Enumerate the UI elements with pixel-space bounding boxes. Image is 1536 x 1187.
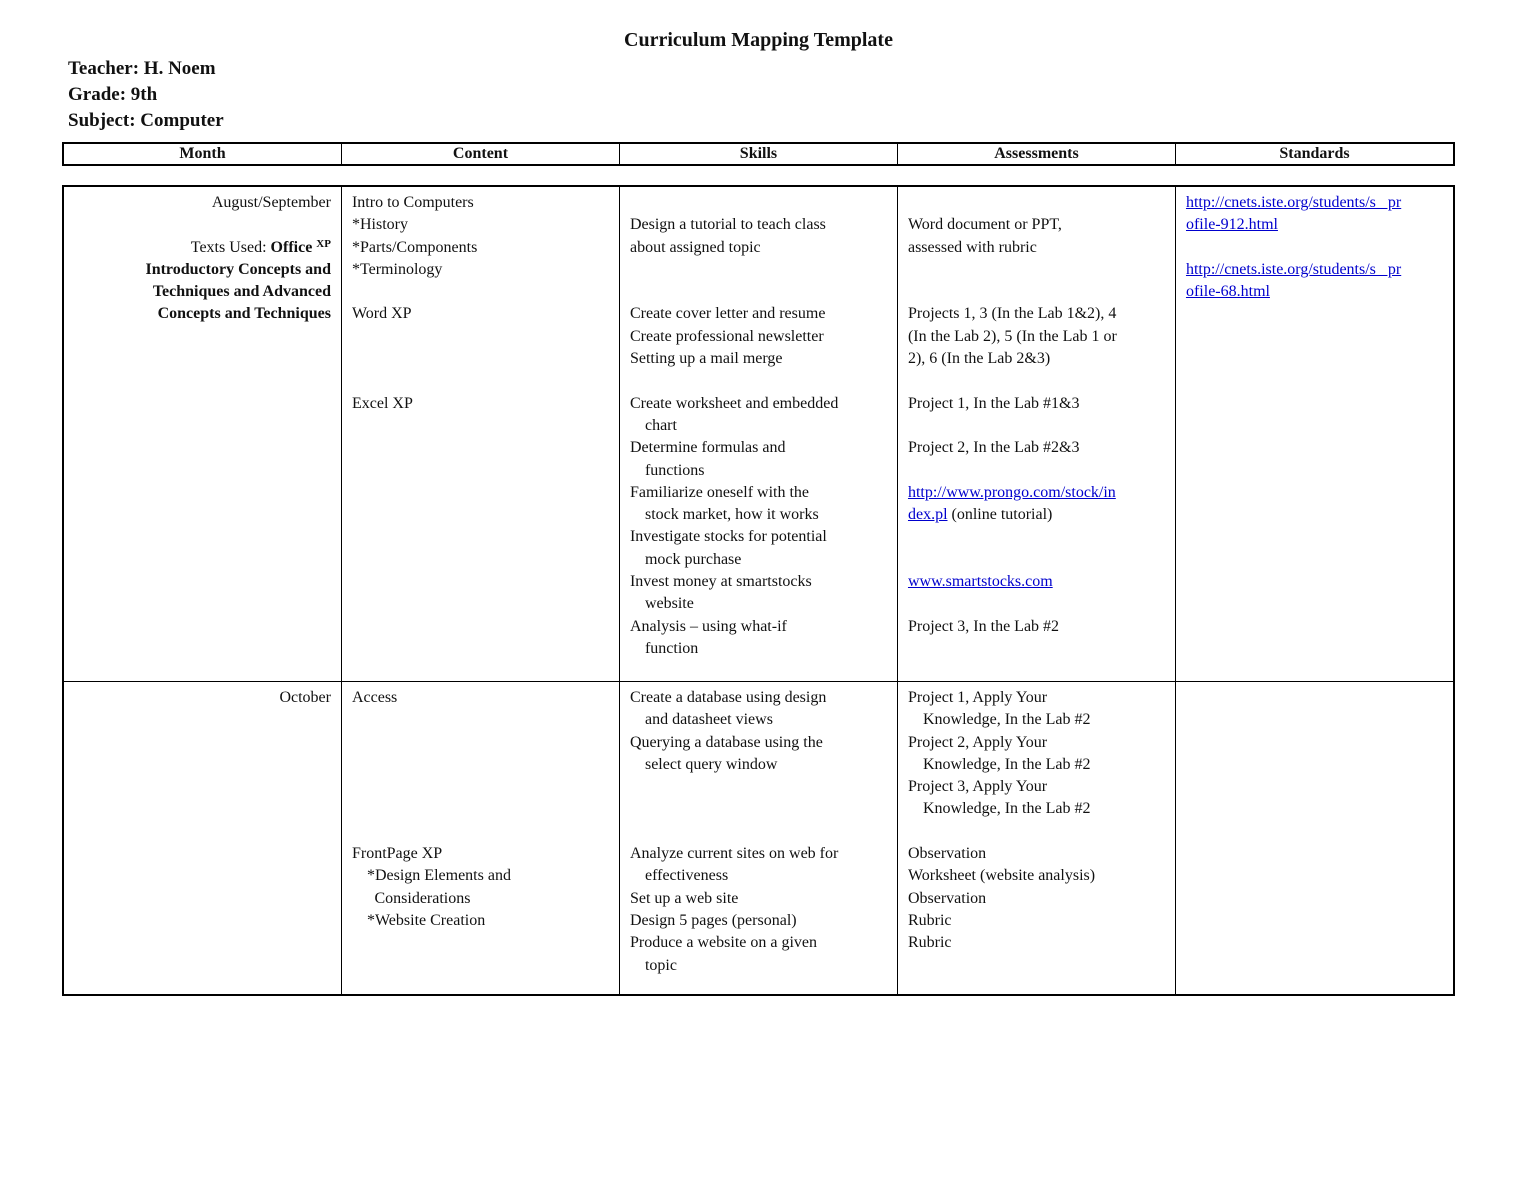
header-month: Month xyxy=(63,143,341,165)
text-line xyxy=(352,821,609,843)
text-segment: Determine formulas and xyxy=(629,439,786,457)
text-segment: Knowledge, In the Lab #2 xyxy=(922,800,1091,818)
text-segment: Project 3, Apply Your xyxy=(907,778,1048,796)
text-line xyxy=(630,955,887,977)
header-assessments: Assessments xyxy=(897,143,1175,165)
text-line xyxy=(74,281,331,303)
cell-month-1 xyxy=(63,186,341,682)
text-line xyxy=(908,460,1165,482)
text-segment: chart xyxy=(644,416,677,434)
text-line xyxy=(74,687,331,709)
cell-standards-1 xyxy=(1175,186,1454,682)
text-segment: effectiveness xyxy=(644,867,729,885)
text-line xyxy=(352,326,609,348)
text-line xyxy=(908,932,1165,954)
text-segment: stock market, how it works xyxy=(644,506,819,524)
text-segment: Concepts and Techniques xyxy=(157,305,331,323)
table-row-august-september xyxy=(63,186,1454,682)
text-line xyxy=(74,259,331,281)
text-line xyxy=(352,843,609,865)
text-line xyxy=(908,821,1165,843)
text-line xyxy=(908,865,1165,887)
text-line xyxy=(908,192,1165,214)
text-segment: Create worksheet and embedded xyxy=(629,394,839,412)
text-line xyxy=(630,616,887,638)
text-line xyxy=(630,549,887,571)
cell-standards-2 xyxy=(1175,682,1454,996)
text-segment: *Parts/Components xyxy=(351,238,478,256)
text-segment: *History xyxy=(351,216,408,234)
text-line xyxy=(352,192,609,214)
text-segment: Project 2, In the Lab #2&3 xyxy=(907,439,1080,457)
text-line xyxy=(352,237,609,259)
text-line xyxy=(908,482,1165,504)
text-line xyxy=(630,843,887,865)
hyperlink[interactable]: www.smartstocks.com xyxy=(907,573,1053,591)
text-line xyxy=(1186,237,1443,259)
text-line xyxy=(630,326,887,348)
text-line xyxy=(908,504,1165,526)
text-line xyxy=(352,281,609,303)
text-line xyxy=(630,593,887,615)
text-line xyxy=(352,910,609,932)
text-line xyxy=(908,370,1165,392)
text-line xyxy=(1186,214,1443,236)
text-line xyxy=(352,776,609,798)
header-skills: Skills xyxy=(619,143,897,165)
text-segment: Considerations xyxy=(374,889,471,907)
header-standards: Standards xyxy=(1175,143,1454,165)
text-segment: Create cover letter and resume xyxy=(629,305,826,323)
hyperlink[interactable]: ofile-68.html xyxy=(1185,283,1270,301)
header-content: Content xyxy=(341,143,619,165)
text-line xyxy=(630,281,887,303)
text-segment: Create professional newsletter xyxy=(629,327,824,345)
text-line xyxy=(908,281,1165,303)
text-line xyxy=(908,259,1165,281)
text-segment: Knowledge, In the Lab #2 xyxy=(922,711,1091,729)
text-line xyxy=(630,415,887,437)
text-line xyxy=(908,326,1165,348)
text-line xyxy=(352,393,609,415)
text-line xyxy=(630,776,887,798)
text-line xyxy=(630,259,887,281)
text-segment: Intro to Computers xyxy=(351,194,474,211)
meta-block xyxy=(68,56,1536,134)
text-line xyxy=(908,415,1165,437)
text-line xyxy=(908,303,1165,325)
text-segment: Investigate stocks for potential xyxy=(629,528,827,546)
hyperlink[interactable]: dex.pl xyxy=(907,506,948,524)
text-line xyxy=(908,910,1165,932)
text-line xyxy=(908,549,1165,571)
text-segment: Setting up a mail merge xyxy=(629,350,783,368)
text-line xyxy=(630,393,887,415)
curriculum-table xyxy=(62,185,1455,996)
text-line xyxy=(630,932,887,954)
text-line xyxy=(630,798,887,820)
text-segment: *Terminology xyxy=(351,260,443,278)
text-line xyxy=(630,732,887,754)
text-segment: Observation xyxy=(907,889,987,907)
column-header-table xyxy=(62,142,1455,166)
grade-line: Grade: 9th xyxy=(68,84,158,105)
text-line xyxy=(630,303,887,325)
text-line xyxy=(74,214,331,236)
text-segment: Projects 1, 3 (In the Lab 1&2), 4 xyxy=(907,305,1117,323)
text-line xyxy=(630,460,887,482)
text-segment: assessed with rubric xyxy=(907,238,1037,256)
text-segment: (In the Lab 2), 5 (In the Lab 1 or xyxy=(907,327,1117,345)
text-segment: Word document or PPT, xyxy=(907,216,1062,234)
text-line xyxy=(74,303,331,325)
text-line xyxy=(908,687,1165,709)
table-row-october xyxy=(63,682,1454,996)
text-segment: Access xyxy=(351,689,398,706)
text-line xyxy=(908,732,1165,754)
cell-content-2 xyxy=(341,682,619,996)
text-line xyxy=(630,910,887,932)
text-segment: Texts Used: xyxy=(190,238,271,256)
text-line xyxy=(908,798,1165,820)
text-line xyxy=(352,687,609,709)
text-line xyxy=(1186,192,1443,214)
text-segment: Querying a database using the xyxy=(629,733,823,751)
text-segment: Produce a website on a given xyxy=(629,934,818,952)
header-row xyxy=(63,143,1454,165)
text-segment: Office xyxy=(270,238,313,256)
text-segment: October xyxy=(279,689,331,706)
cell-assessments-1 xyxy=(897,186,1175,682)
cell-month-2 xyxy=(63,682,341,996)
text-line xyxy=(74,192,331,214)
text-line xyxy=(630,348,887,370)
text-segment: select query window xyxy=(644,755,778,773)
text-line xyxy=(352,888,609,910)
text-segment: Project 2, Apply Your xyxy=(907,733,1048,751)
text-segment: website xyxy=(644,595,694,613)
cell-content-1 xyxy=(341,186,619,682)
text-line xyxy=(630,370,887,392)
text-line xyxy=(352,348,609,370)
text-line xyxy=(630,237,887,259)
text-line xyxy=(630,888,887,910)
text-line xyxy=(630,687,887,709)
text-line xyxy=(630,754,887,776)
text-line xyxy=(908,593,1165,615)
text-line xyxy=(630,482,887,504)
text-segment: Design a tutorial to teach class xyxy=(629,216,826,234)
text-segment: Analysis – using what-if xyxy=(629,617,787,635)
text-segment: 2), 6 (In the Lab 2&3) xyxy=(907,350,1051,368)
text-line xyxy=(630,865,887,887)
text-line xyxy=(630,709,887,731)
text-segment: Set up a web site xyxy=(629,889,739,907)
text-line xyxy=(630,821,887,843)
text-segment: Familiarize oneself with the xyxy=(629,483,810,501)
cell-assessments-2 xyxy=(897,682,1175,996)
text-line xyxy=(908,571,1165,593)
text-segment: *Design Elements and xyxy=(366,867,511,885)
hyperlink[interactable]: http://www.prongo.com/stock/in xyxy=(907,483,1116,501)
text-line xyxy=(352,798,609,820)
text-line xyxy=(352,370,609,392)
text-segment: *Website Creation xyxy=(366,911,486,929)
hyperlink[interactable]: http://cnets.iste.org/students/s_ pr xyxy=(1185,260,1402,278)
text-line xyxy=(352,303,609,325)
text-segment: Project 1, Apply Your xyxy=(907,689,1048,706)
text-segment: functions xyxy=(644,461,705,479)
text-line xyxy=(630,192,887,214)
text-line xyxy=(908,348,1165,370)
text-segment: August/September xyxy=(211,194,331,211)
text-line xyxy=(630,638,887,660)
text-segment: Rubric xyxy=(907,934,952,952)
text-line xyxy=(630,437,887,459)
text-segment: function xyxy=(644,639,699,657)
subject-line: Subject: Computer xyxy=(68,110,224,131)
text-line xyxy=(908,843,1165,865)
text-line xyxy=(908,754,1165,776)
text-segment: Techniques and Advanced xyxy=(152,283,331,301)
text-line xyxy=(908,526,1165,548)
text-segment: Word XP xyxy=(351,305,412,323)
text-segment: Project 3, In the Lab #2 xyxy=(907,617,1060,635)
text-segment: Knowledge, In the Lab #2 xyxy=(922,755,1091,773)
text-segment: (online tutorial) xyxy=(947,506,1053,524)
text-line xyxy=(352,214,609,236)
cell-skills-1 xyxy=(619,186,897,682)
text-line xyxy=(908,709,1165,731)
cell-skills-2 xyxy=(619,682,897,996)
text-line xyxy=(630,526,887,548)
text-line xyxy=(74,237,331,259)
text-line xyxy=(630,571,887,593)
text-line xyxy=(908,437,1165,459)
text-segment: and datasheet views xyxy=(644,711,773,729)
text-line xyxy=(908,776,1165,798)
text-line xyxy=(908,888,1165,910)
text-line xyxy=(1186,259,1443,281)
text-line xyxy=(908,214,1165,236)
text-line xyxy=(352,259,609,281)
text-segment: about assigned topic xyxy=(629,238,761,256)
text-segment: Excel XP xyxy=(351,394,413,412)
text-segment: XP xyxy=(316,237,331,250)
page-title: Curriculum Mapping Template xyxy=(624,29,893,51)
text-segment: Analyze current sites on web for xyxy=(629,845,839,863)
text-segment: Invest money at smartstocks xyxy=(629,573,812,591)
hyperlink[interactable]: http://cnets.iste.org/students/s_ pr xyxy=(1185,194,1402,211)
text-segment: Observation xyxy=(907,845,987,863)
text-line xyxy=(352,754,609,776)
text-segment: Create a database using design xyxy=(629,689,827,706)
hyperlink[interactable]: ofile-912.html xyxy=(1185,216,1278,234)
text-segment: topic xyxy=(644,956,677,974)
text-segment: Design 5 pages (personal) xyxy=(629,911,797,929)
text-line xyxy=(908,237,1165,259)
text-segment: FrontPage XP xyxy=(351,845,443,863)
text-segment: mock purchase xyxy=(644,550,742,568)
text-line xyxy=(630,214,887,236)
text-segment: Rubric xyxy=(907,911,952,929)
text-line xyxy=(352,732,609,754)
text-line xyxy=(352,709,609,731)
text-line xyxy=(630,504,887,526)
teacher-line: Teacher: H. Noem xyxy=(68,58,216,79)
text-line xyxy=(1186,281,1443,303)
text-segment: Introductory Concepts and xyxy=(145,260,331,278)
text-line xyxy=(908,393,1165,415)
text-segment: Worksheet (website analysis) xyxy=(907,867,1096,885)
text-line xyxy=(352,865,609,887)
text-segment: Project 1, In the Lab #1&3 xyxy=(907,394,1080,412)
text-line xyxy=(908,616,1165,638)
